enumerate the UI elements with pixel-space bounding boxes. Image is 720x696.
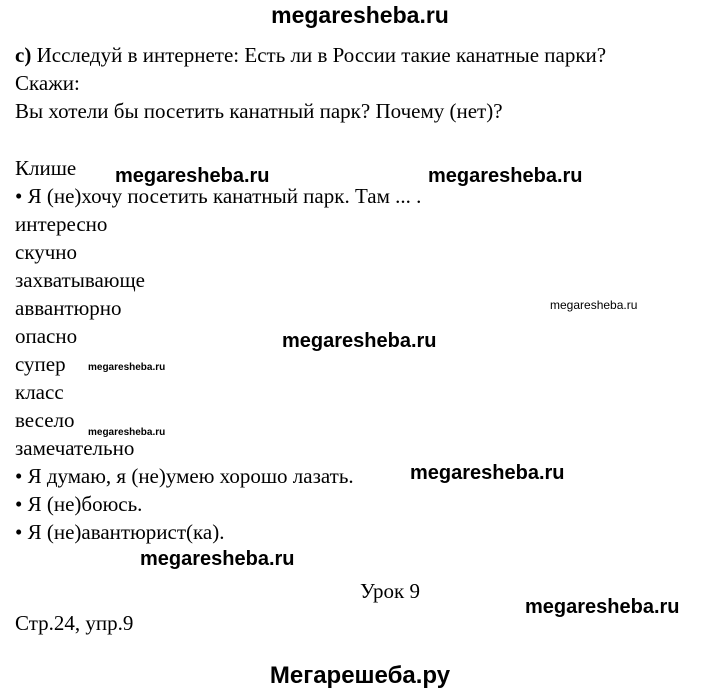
cliche-word: класс	[15, 380, 64, 404]
cliche-word: интересно	[15, 212, 108, 236]
cliche-bullet-4: • Я (не)авантюрист(ка).	[15, 520, 225, 544]
watermark: megaresheba.ru	[428, 165, 583, 187]
cliche-word: замечательно	[15, 436, 135, 460]
watermark: megaresheba.ru	[282, 330, 437, 352]
watermark: megaresheba.ru	[140, 548, 295, 570]
watermark: megaresheba.ru	[88, 427, 166, 438]
watermark: megaresheba.ru	[115, 165, 270, 187]
watermark: megaresheba.ru	[550, 298, 638, 312]
cliche-word: опасно	[15, 324, 78, 348]
watermark: megaresheba.ru	[88, 362, 166, 373]
cliche-word: захватывающе	[15, 268, 145, 292]
cliche-heading: Клише	[15, 156, 77, 180]
cliche-word: аввантюрно	[15, 296, 122, 320]
site-footer: Мегарешеба.ру	[269, 662, 451, 689]
task-question: Исследуй в интернете: Есть ли в России такие канатные парки?	[31, 43, 607, 67]
task-letter: с)	[15, 43, 32, 67]
watermark: megaresheba.ru	[525, 596, 680, 618]
cliche-bullet-3: • Я (не)боюсь.	[15, 492, 143, 516]
task-line-2: Скажи:	[15, 71, 80, 95]
task-line-3: Вы хотели бы посетить канатный парк? Почему (нет)?	[15, 99, 503, 123]
task-line-1	[15, 42, 606, 68]
cliche-word: супер	[15, 352, 66, 376]
watermark: megaresheba.ru	[410, 462, 565, 484]
cliche-bullet-2: • Я думаю, я (не)умею хорошо лазать.	[15, 464, 354, 488]
cliche-word: скучно	[15, 240, 78, 264]
page-reference: Стр.24, упр.9	[15, 611, 134, 635]
cliche-word: весело	[15, 408, 75, 432]
site-header: megaresheba.ru	[271, 2, 449, 28]
cliche-bullet-1: • Я (не)хочу посетить канатный парк. Там ... .	[15, 184, 422, 208]
lesson-title: Урок 9	[360, 579, 420, 603]
